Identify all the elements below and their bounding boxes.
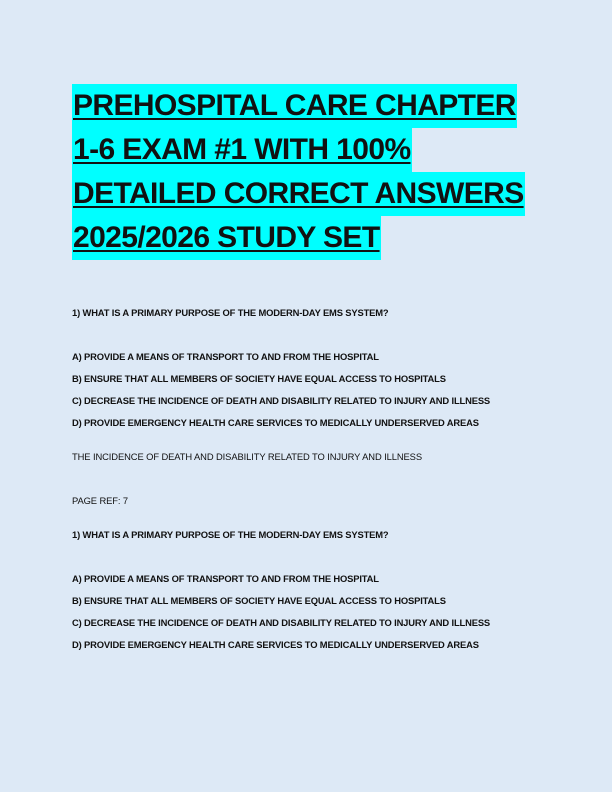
question-1-option-a: A) PROVIDE A MEANS OF TRANSPORT TO AND FROM THE HOSPITAL <box>72 351 379 362</box>
question-2-option-c: C) DECREASE THE INCIDENCE OF DEATH AND DISABILITY RELATED TO INJURY AND ILLNESS <box>72 617 491 628</box>
question-2-options <box>72 568 542 656</box>
document-page <box>72 84 542 260</box>
question-1-answer: THE INCIDENCE OF DEATH AND DISABILITY RELATED TO INJURY AND ILLNESS <box>72 451 422 462</box>
title-line-1: PREHOSPITAL CARE CHAPTER <box>72 84 517 128</box>
question-1-page-ref: PAGE REF: 7 <box>72 495 129 506</box>
document-title <box>72 84 542 260</box>
question-1-text: 1) WHAT IS A PRIMARY PURPOSE OF THE MODERN-DAY EMS SYSTEM? <box>72 307 389 318</box>
question-1-option-c: C) DECREASE THE INCIDENCE OF DEATH AND DISABILITY RELATED TO INJURY AND ILLNESS <box>72 395 491 406</box>
title-line-2: 1-6 EXAM #1 WITH 100% <box>72 128 412 172</box>
question-1-option-d: D) PROVIDE EMERGENCY HEALTH CARE SERVICES TO MEDICALLY UNDERSERVED AREAS <box>72 417 479 428</box>
question-2-option-d: D) PROVIDE EMERGENCY HEALTH CARE SERVICES TO MEDICALLY UNDERSERVED AREAS <box>72 639 479 650</box>
question-2-option-a: A) PROVIDE A MEANS OF TRANSPORT TO AND FROM THE HOSPITAL <box>72 573 379 584</box>
question-2-text: 1) WHAT IS A PRIMARY PURPOSE OF THE MODERN-DAY EMS SYSTEM? <box>72 529 389 540</box>
question-2-option-b: B) ENSURE THAT ALL MEMBERS OF SOCIETY HAVE EQUAL ACCESS TO HOSPITALS <box>72 595 446 606</box>
question-1-options <box>72 346 542 434</box>
title-line-3: DETAILED CORRECT ANSWERS <box>72 172 525 216</box>
question-1-option-b: B) ENSURE THAT ALL MEMBERS OF SOCIETY HAVE EQUAL ACCESS TO HOSPITALS <box>72 373 446 384</box>
title-line-4: 2025/2026 STUDY SET <box>72 216 381 260</box>
